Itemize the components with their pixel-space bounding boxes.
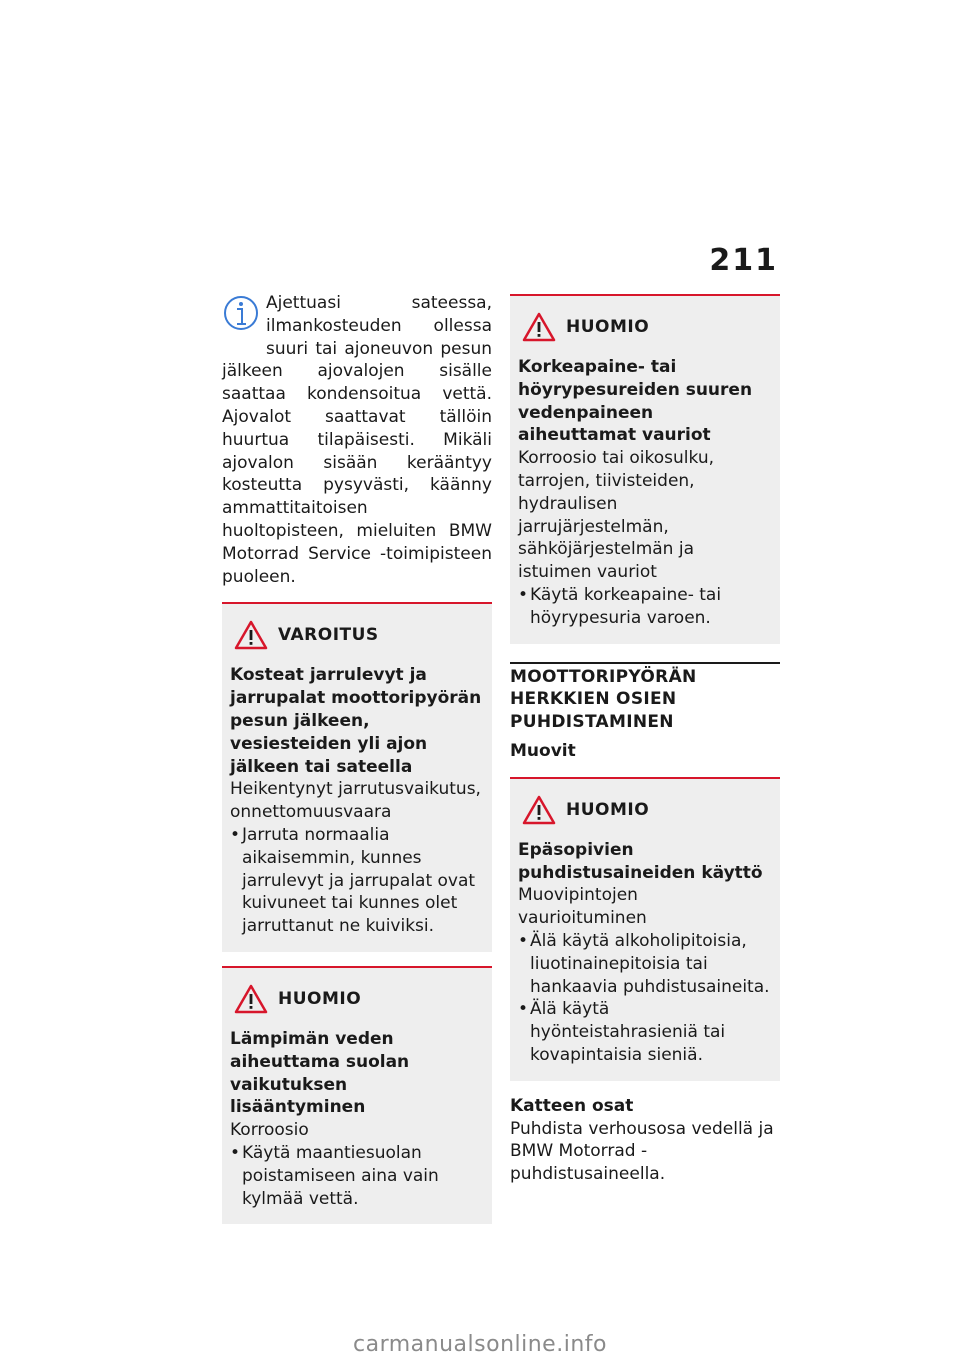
warning-header bbox=[230, 620, 484, 650]
list-item: • Käytä maantiesuolan poistamiseen aina vain kylmää vettä. bbox=[230, 1142, 484, 1210]
warning-bullets bbox=[230, 824, 484, 938]
section-title: MOOTTORIPYÖRÄN HERKKIEN OSIEN PUHDISTAMINEN bbox=[510, 662, 780, 734]
subsection-title: Muovit bbox=[510, 740, 576, 761]
info-text: Ajettuasi sateessa, ilmankosteuden ollessa suuri tai ajoneuvon pesun jälkeen ajovalojen sisälle saattaa kondensoitua vettä. Ajovalot saattavat tällöin huurtua tilapäisesti. Mikäli ajovalon sisään kerääntyy kosteutta pysyvästi, käänny ammattitaitoisen huoltopisteen, mieluiten BMW Motorrad Service -toimipisteen puoleen. bbox=[222, 293, 492, 587]
left-column bbox=[222, 292, 492, 1224]
warning-label: VAROITUS bbox=[278, 625, 379, 646]
right-column bbox=[510, 294, 780, 1186]
notice-label: HUOMIO bbox=[566, 799, 650, 820]
notice-box-pressure bbox=[510, 294, 780, 644]
warning-triangle-icon bbox=[522, 795, 556, 825]
notice-consequence: Korroosio tai oikosulku, tarrojen, tiivisteiden, hydraulisen jarrujärjestelmän, sähköjärjestelmän ja istuimen vauriot bbox=[518, 448, 715, 583]
notice-box-cleaners bbox=[510, 777, 780, 1081]
list-item: • Älä käytä alkoholipitoisia, liuotinainepitoisia tai hankaavia puhdistusaineita. bbox=[518, 930, 772, 998]
info-icon bbox=[222, 292, 260, 338]
notice-heading: Epäsopivien puhdistusaineiden käyttö bbox=[518, 839, 763, 883]
parts-heading: Katteen osat bbox=[510, 1095, 634, 1116]
warning-box bbox=[222, 602, 492, 952]
list-item: • Käytä korkeapaine- tai höyrypesuria varoen. bbox=[518, 584, 772, 630]
warning-triangle-icon bbox=[234, 620, 268, 650]
notice-label: HUOMIO bbox=[566, 317, 650, 337]
warning-consequence: Heikentynyt jarrutusvaikutus, onnettomuusvaara bbox=[230, 779, 481, 823]
list-item: • Jarruta normaalia aikaisemmin, kunnes jarrulevyt ja jarrupalat ovat kuivuneet tai kunnes olet jarruttanut ne kuiviksi. bbox=[230, 824, 484, 938]
notice-consequence: Muovipintojen vaurioituminen bbox=[518, 885, 647, 929]
notice-box-salt bbox=[222, 966, 492, 1224]
notice-bullets bbox=[518, 584, 772, 630]
warning-triangle-icon bbox=[522, 312, 556, 342]
parts-text: Puhdista verhousosa vedellä ja BMW Motorrad -puhdistusaineella. bbox=[510, 1118, 774, 1185]
notice-header bbox=[518, 795, 772, 825]
page-number: 211 bbox=[709, 243, 778, 278]
list-item: • Älä käytä hyönteistahrasieniä tai kovapintaisia sieniä. bbox=[518, 998, 772, 1066]
notice-label: HUOMIO bbox=[278, 988, 362, 1009]
warning-heading: Kosteat jarrulevyt ja jarrupalat moottoripyörän pesun jälkeen, vesiesteiden yli ajon jälkeen tai sateella bbox=[230, 665, 482, 777]
info-paragraph bbox=[222, 292, 492, 588]
notice-bullets bbox=[518, 930, 772, 1067]
notice-consequence: Korroosio bbox=[230, 1120, 309, 1141]
watermark: carmanualsonline.info bbox=[353, 1332, 607, 1357]
warning-triangle-icon bbox=[234, 984, 268, 1014]
notice-heading: Korkeapaine- tai höyrypesureiden suuren vedenpaineen aiheuttamat vauriot bbox=[518, 357, 753, 446]
notice-header bbox=[518, 312, 772, 342]
notice-bullets bbox=[230, 1142, 484, 1210]
notice-heading: Lämpimän veden aiheuttama suolan vaikutuksen lisääntyminen bbox=[230, 1028, 410, 1118]
notice-header bbox=[230, 984, 484, 1014]
